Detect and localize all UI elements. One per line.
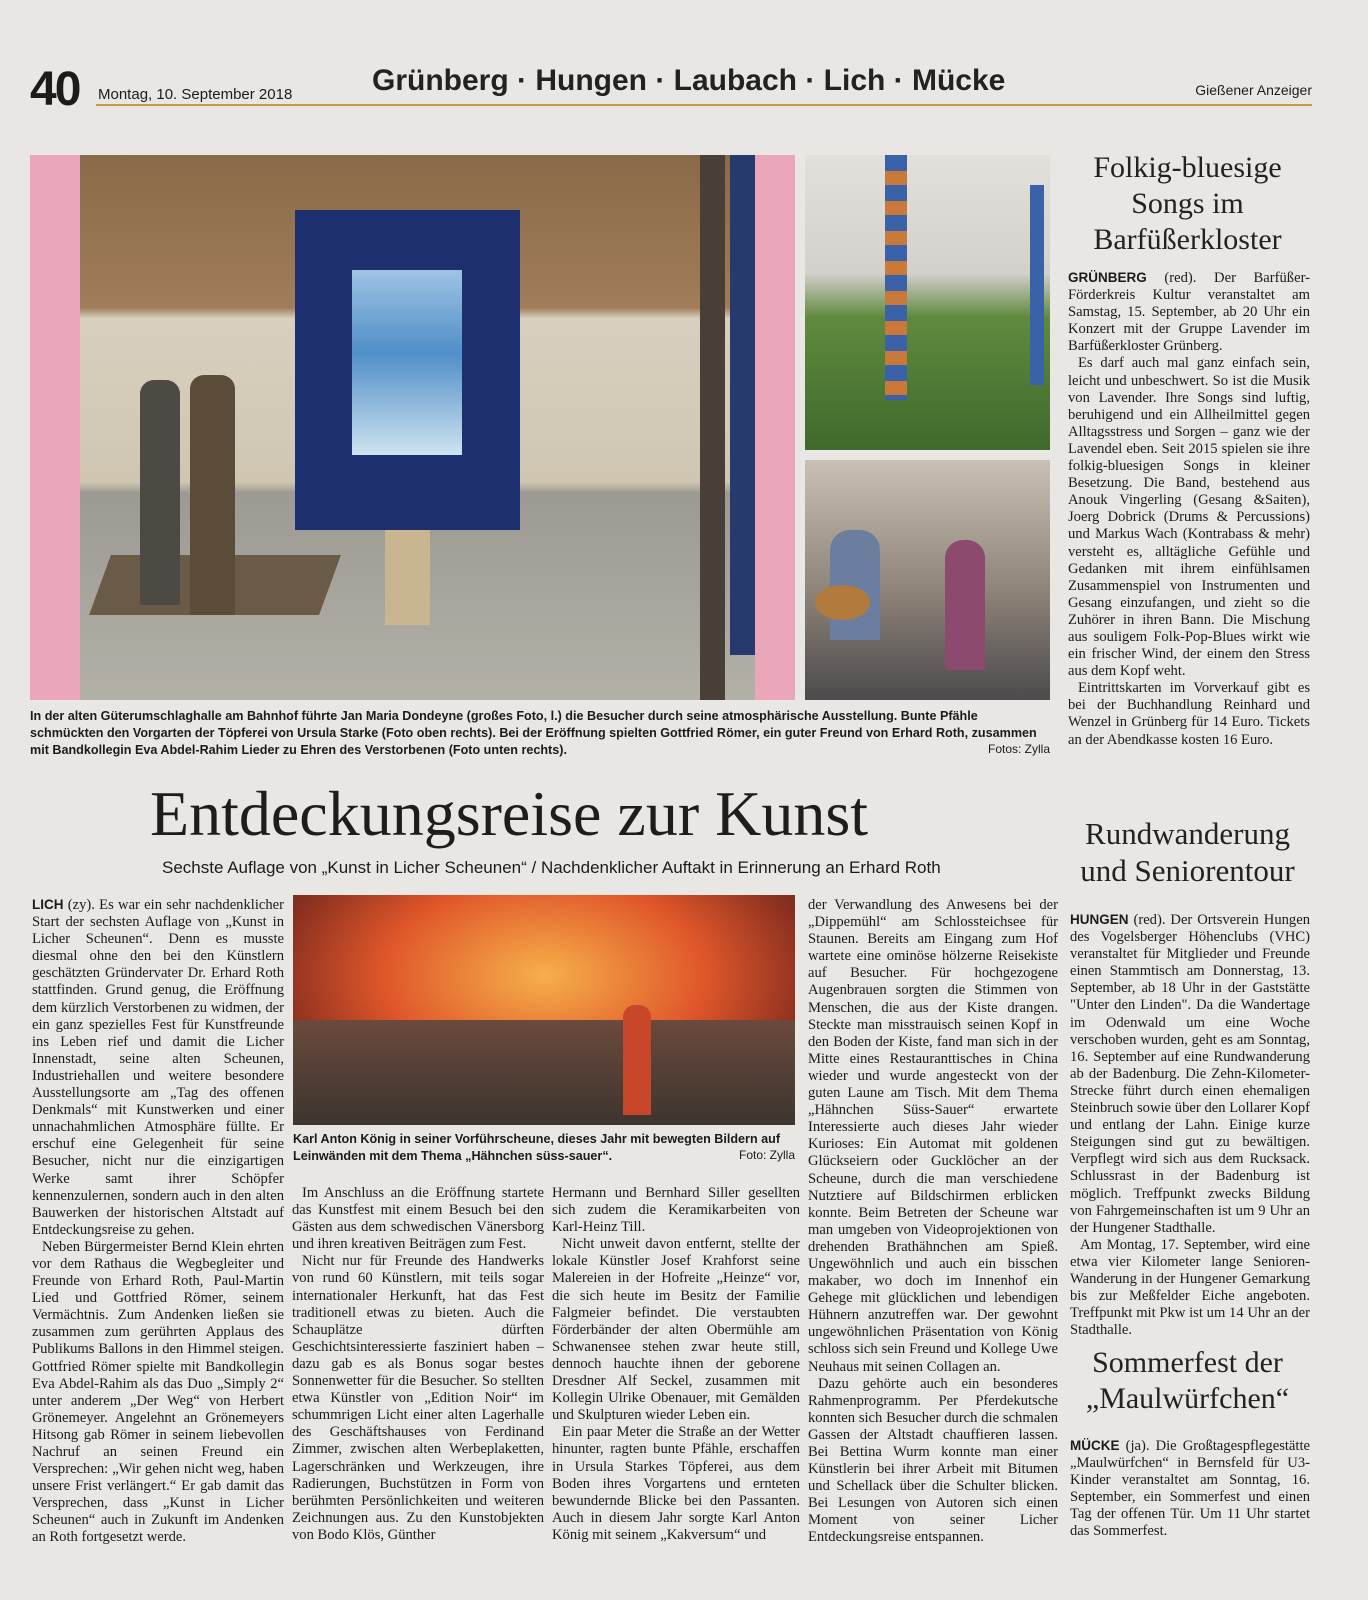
hike-body	[1070, 912, 1310, 1339]
lead-column-4	[808, 897, 1058, 1547]
installation-credit: Foto: Zylla	[738, 1148, 795, 1162]
folk-paragraph: Eintrittskarten im Vorverkauf gibt es bei der Buchhandlung Reinhard und Wenzel in Grünberg für 14 Euro. Tickets an der Abendkasse kosten 16 Euro.	[1068, 680, 1310, 748]
issue-date: Montag, 10. September 2018	[98, 86, 293, 103]
hike-dateline: HUNGEN	[1070, 912, 1129, 927]
photo-video-installation	[293, 895, 795, 1125]
main-photo-caption	[30, 708, 1050, 759]
newspaper-name: Gießener Anzeiger	[1195, 82, 1312, 98]
page-number: 40	[30, 63, 80, 116]
photo-musicians	[805, 460, 1050, 700]
installation-caption	[293, 1131, 795, 1165]
lead-paragraph: Dazu gehörte auch ein besonderes Rahmenprogramm. Per Pferdekutsche konnten sich Besucher durch die schmalen Gassen der Altstadt chauffieren lassen. Bei Bettina Wurm konnte man einer Künstlerin bei ihrer Arbeit mit Bitumen und Schellack über die Schulter blicken. Bei Lesungen von Autoren sich einen Moment von seiner Licher Entdeckungsreise entspannen.	[808, 1375, 1058, 1546]
lead-column-2	[292, 1185, 544, 1544]
lead-dateline: LICH	[32, 897, 64, 912]
lead-column-3	[552, 1185, 800, 1544]
main-photo-caption-text: In der alten Güterumschlaghalle am Bahnhof führte Jan Maria Dondeyne (großes Foto, l.) die Besucher durch seine atmosphärische Ausstellung. Bunte Pfähle schmückten den Vorgarten der Töpferei von Ursula Starke (Foto oben rechts). Bei der Eröffnung spielten Gottfried Römer, ein guter Freund von Erhard Roth, zusammen mit Bandkollegin Eva Abdel-Rahim Lieder zu Ehren des Verstorbenen (Foto unten rechts).	[30, 709, 1037, 757]
photo-garden-poles	[805, 155, 1050, 450]
summer-body	[1070, 1438, 1310, 1541]
lead-paragraph: (zy). Es war ein sehr nachdenklicher Start der sechsten Auflage von „Kunst in Licher Scheunen“. Denn es musste diesmal ohne den bei den Künstlern geschätzten Gründervater Dr. Erhard Roth stattfinden. Grund genug, die Eröffnung dem kürzlich Verstorbenen zu widmen, der ein ganz spezielles Fest für Kunstfreunde ins Leben rief und damit die Licher Innenstadt, seine alten Scheunen, Industriehallen und weitere besondere Ausstellungsorte am „Tag des offenen Denkmals“ mit Kunstwerken und einer unnachahmlichen Atmosphäre füllte. Er erschuf eine Gelegenheit für seine Besucher, nicht nur die einzigartigen Werke samt ihrer Schöpfer kennenzulernen, sondern auch in den alten Bauwerken der historischen Altstadt auf Entdeckungsreise zu gehen.	[32, 897, 284, 1238]
lead-column-1	[32, 897, 284, 1547]
section-title: Grünberg · Hungen · Laubach · Lich · Mücke	[372, 64, 1006, 97]
summer-dateline: MÜCKE	[1070, 1438, 1120, 1453]
header-rule	[96, 104, 1312, 106]
folk-paragraph: (red). Der Barfüßer-Förderkreis Kultur veranstaltet am Samstag, 15. September, ab 20 Uhr ein Konzert mit der Gruppe Lavender im Barfüßerkloster Grünberg.	[1068, 270, 1310, 355]
lead-headline: Entdeckungsreise zur Kunst	[150, 778, 869, 849]
lead-paragraph: Im Anschluss an die Eröffnung startete das Kunstfest mit einem Besuch bei den Gästen aus dem schwedischen Vänersborg und ihren kreativen Beiträgen zum Fest.	[292, 1185, 544, 1253]
lead-paragraph: Nicht nur für Freunde des Handwerks von rund 60 Künstlern, mit teils sogar internationaler Herkunft, hat das Fest traditionell etwas zu bieten. Auch die Schauplätze dürften Geschichtsinteressierte fasziniert haben – dazu gab es als Bonus sogar bestes Sonnenwetter für die Besucher. So stellten etwa Künstler von „Edition Noir“ im schummrigen Licht einer alten Lagerhalle des Geschäftshauses von Ferdinand Zimmer, zwischen alten Werbeplaketten, Lagerschränken und Werkzeugen, ihre Radierungen, Buchstützen in Form von berühmten Persönlichkeiten und weiteren Zeichnungen aus. Zu den Kunstobjekten von Bodo Klös, Günther	[292, 1253, 544, 1543]
summer-paragraph: (ja). Die Großtagespflegestätte „Maulwürfchen“ in Bernsfeld für U3-Kinder veranstaltet am Sonntag, 16. September, ein Sommerfest und einen Tag der offenen Tür. Um 11 Uhr startet das Sommerfest.	[1070, 1438, 1310, 1540]
main-photo-credit: Fotos: Zylla	[987, 742, 1050, 756]
hike-paragraph: Am Montag, 17. September, wird eine etwa vier Kilometer lange Senioren-Wanderung in der Hungener Gemarkung bis zur Meßfelder Eiche angeboten. Treffpunkt mit Pkw ist um 14 Uhr an der Stadthalle.	[1070, 1236, 1310, 1339]
lead-paragraph: Ein paar Meter die Straße an der Wetter hinunter, ragten bunte Pfähle, erschaffen in Ursula Starkes Töpferei, aus dem Boden ihres Vorgartens und ernteten bewundernde Blicke bei den Passanten. Auch in diesem Jahr sorgte Karl Anton König mit seinem „Kakversum“ und	[552, 1424, 800, 1543]
folk-dateline: GRÜNBERG	[1068, 270, 1147, 285]
summer-headline: Sommerfest der „Maulwürfchen“	[1085, 1346, 1290, 1415]
lead-paragraph: Hermann und Bernhard Siller gesellten sich zudem die Keramikarbeiten von Karl-Heinz Till.	[552, 1185, 800, 1236]
hike-headline: Rundwanderung und Seniorentour	[1080, 816, 1295, 888]
lead-paragraph: Nicht unweit davon entfernt, stellte der lokale Künstler Josef Krahforst seine Malereien in der Hofreite „Heinze“ vor, die sich heute im Besitz der Familie Falgmeier befindet. Die verstaubten Förderbänder der alten Obermühle am Schwanensee stehen zwar heute still, dennoch hauchte ihnen der geborene Dresdner Alf Seckel, zusammen mit Kollegin Ulrike Obenauer, mit Gemälden und Skulpturen wieder Leben ein.	[552, 1236, 800, 1424]
folk-headline: Folkig-bluesige Songs im Barfüßerkloster	[1093, 151, 1282, 256]
folk-paragraph: Es darf auch mal ganz einfach sein, leicht und unbeschwert. So ist die Musik von Lavender. Ihre Songs sind luftig, beruhigend und ein Allheilmittel gegen Alltagsstress und Sorgen – ganz wie der Lavendel eben. Seit 2015 spielen sie ihre folkig-bluesigen Songs in kleiner Besetzung. Die Band, bestehend aus Anouk Vingerling (Gesang &Saiten), Joerg Dobrick (Drums & Percussions) und Markus Wach (Kontrabass & mehr) versteht es, alltägliche Gefühle und Gedanken mit ihrem einfühlsamen Zusammenspiel von Instrumenten und Gesang einzufangen, und zieht so die Zuhörer in ihren Bann. Die Mischung aus souligem Folk-Pop-Blues wirkt wie ein frischer Wind, der einem den Stress aus dem Kopf weht.	[1068, 355, 1310, 680]
installation-caption-text: Karl Anton König in seiner Vorführscheune, dieses Jahr mit bewegten Bildern auf Leinwänden mit dem Thema „Hähnchen süss-sauer“.	[293, 1132, 781, 1163]
hike-paragraph: (red). Der Ortsverein Hungen des Vogelsberger Höhenclubs (VHC) veranstaltet für Mitglieder und Freunde einen Stammtisch am Donnerstag, 13. September, ab 18 Uhr in der Gaststätte "Unter den Linden". Da die Wandertage im Odenwald um eine Woche verschoben wurden, geht es am Sonntag, 16. September auf eine Rundwanderung ab der Badenburg. Die Zehn-Kilometer-Strecke führt durch einen ehemaligen Steinbruch sowie über den Lollarer Kopf und entlang der Lahn. Einige kurze Steigungen sind gut zu bewältigen. Verpflegt wird sich aus dem Rucksack. Schlussrast in der Badenburg ist möglich. Treffpunkt zwecks Bildung von Fahrgemeinschaften ist um 9 Uhr an der Hungener Stadthalle.	[1070, 912, 1310, 1236]
lead-paragraph: Neben Bürgermeister Bernd Klein ehrten vor dem Rathaus die Wegbegleiter und Freunde von Erhard Roth, Paul-Martin Lied und Gottfried Römer, seinem Vermächtnis. Zum Andenken ließen sie zusammen zum gerührten Applaus des Publikums Ballons in den Himmel steigen. Gottfried Römer spielte mit Bandkollegin Eva Abdel-Rahim als das Duo „Simply 2“ unter anderem „Der Weg“ von Herbert Grönemeyer. Angelehnt an Grönemeyers Hitsong gab Römer in seinem liebevollen Nachruf an seinen Freund ein Versprechen: „Wir gehen nicht weg, haben unsere Frist verlängert.“ Er gab damit das Versprechen, dass „Kunst in Licher Scheunen“ auch in Zukunft im Andenken an Roth fortgesetzt werde.	[32, 1238, 284, 1546]
folk-body	[1068, 270, 1310, 749]
lead-paragraph: der Verwandlung des Anwesens bei der „Dippemühl“ am Schlossteichsee für Staunen. Bereits am Eingang zum Hof wartete eine ominöse hölzerne Reisekiste auf Besucher. Für hochgezogene Augenbrauen sorgten die Stimmen von Menschen, die aus der Kiste drangen. Steckte man misstrauisch seinen Kopf in den Boden der Kiste, fand man sich in der Mitte eines Restauranttisches in China wieder und wurde angesteckt von der guten Laune am Tisch. Mit dem Thema „Hähnchen Süss-Sauer“ erwartete Interessierte auch dieses Jahr wieder Kurioses: Ein Automat mit goldenen Glückseiern oder Gucklöcher an der Scheune, durch die man verschiedene Nutztiere auf Bildschirmen erblicken konnte. Beim Betreten der Scheune war man umgeben von Videoprojektionen von drehenden Brathähnchen am Spieß. Ungewöhnlich und auch ein bisschen makaber, wo doch im Innenhof ein Gehege mit glücklichen und lebendigen Hühnern anzutreffen war. Der gewohnt ungewöhnlichen Präsentation von König schloss sich sein Freund und Kollege Uwe Neuhaus mit seinen Collagen an.	[808, 897, 1058, 1375]
main-photo-exhibition-hall	[30, 155, 795, 700]
lead-subtitle: Sechste Auflage von „Kunst in Licher Scheunen“ / Nachdenklicher Auftakt in Erinnerung an Erhard Roth	[162, 858, 941, 877]
